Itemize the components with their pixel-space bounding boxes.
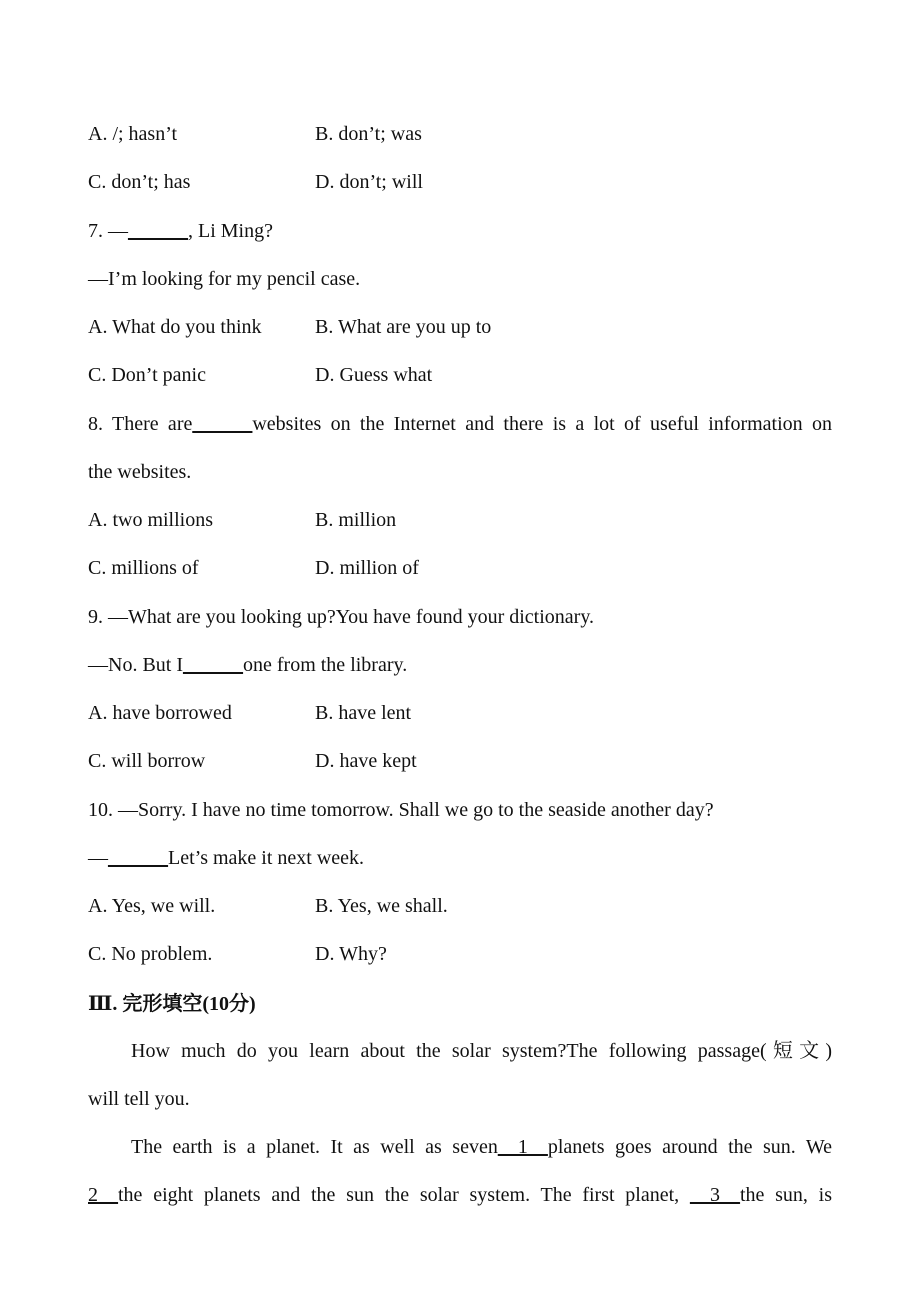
q6-option-d: D. don’t; will xyxy=(315,171,423,193)
passage-intro-continued: will tell you. xyxy=(88,1088,190,1110)
q10-options-row-1 xyxy=(88,891,448,921)
q8-option-a: A. two millions xyxy=(88,509,214,531)
q8-option-d: D. million of xyxy=(315,557,419,579)
q10-option-c: C. No problem. xyxy=(88,943,213,965)
q10-option-d: D. Why? xyxy=(315,943,387,965)
q7-options-row-2 xyxy=(88,360,432,390)
q7-options-row-1 xyxy=(88,312,491,342)
q10-options-row-2 xyxy=(88,939,387,969)
q10-option-a: A. Yes, we will. xyxy=(88,895,216,917)
q7-option-a: A. What do you think xyxy=(88,316,262,338)
q6-option-b: B. don’t; was xyxy=(315,123,422,145)
q8-option-c: C. millions of xyxy=(88,557,199,579)
q10-option-b: B. Yes, we shall. xyxy=(315,895,448,917)
section-heading: Ⅲ. 完形填空(10分) xyxy=(88,993,256,1015)
q9-option-c: C. will borrow xyxy=(88,750,206,772)
passage-paragraph-line-1: The earth is a planet. It as well as seven__1__planets goes around the sun. We xyxy=(131,1136,832,1158)
passage-paragraph-line-2: 2__the eight planets and the sun the solar system. The first planet, __3__the sun, is xyxy=(88,1184,833,1206)
q7-option-d: D. Guess what xyxy=(315,364,433,386)
q7-reply: —I’m looking for my pencil case. xyxy=(88,268,361,290)
q8-options-row-2 xyxy=(88,553,419,583)
q6-option-a: A. /; hasn’t xyxy=(88,123,178,145)
q10-reply: —______Let’s make it next week. xyxy=(88,847,365,869)
q9-options-row-2 xyxy=(88,746,417,776)
q7-option-c: C. Don’t panic xyxy=(88,364,206,386)
q6-options-row-1 xyxy=(88,119,422,149)
q9-stem: 9. —What are you looking up?You have found your dictionary. xyxy=(88,606,595,628)
q6-option-c: C. don’t; has xyxy=(88,171,191,193)
cloze-blank-2: 2__ xyxy=(88,1184,118,1206)
q10-stem: 10. —Sorry. I have no time tomorrow. Shall we go to the seaside another day? xyxy=(88,799,714,821)
answer-blank: ______ xyxy=(128,220,188,242)
cloze-blank-3: __3__ xyxy=(689,1184,740,1206)
q6-options-row-2 xyxy=(88,167,423,197)
q9-reply: —No. But I______one from the library. xyxy=(88,654,408,676)
q7-option-b: B. What are you up to xyxy=(315,316,492,338)
q9-option-d: D. have kept xyxy=(315,750,417,772)
q9-option-b: B. have lent xyxy=(315,702,412,724)
q9-option-a: A. have borrowed xyxy=(88,702,232,724)
cloze-blank-1: __1__ xyxy=(497,1136,548,1158)
q8-options-row-1 xyxy=(88,505,396,535)
q8-stem: 8. There are______websites on the Internet and there is a lot of useful information on xyxy=(88,413,833,435)
q7-stem: 7. —______, Li Ming? xyxy=(88,220,273,242)
answer-blank: ______ xyxy=(108,847,168,869)
answer-blank: ______ xyxy=(183,654,243,676)
passage-intro: How much do you learn about the solar system?The following passage(短文) xyxy=(131,1040,832,1062)
answer-blank: ______ xyxy=(192,413,253,435)
q9-options-row-1 xyxy=(88,698,411,728)
q8-option-b: B. million xyxy=(315,509,397,531)
q8-stem-continued: the websites. xyxy=(88,461,192,483)
